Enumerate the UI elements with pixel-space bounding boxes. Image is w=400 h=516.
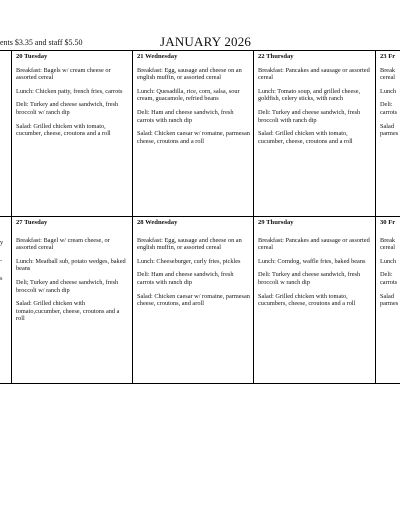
day-label: 30 Fr [380, 219, 396, 226]
deli-item: Deli: Ham and cheese sandwich, fresh carrots with ranch dip [137, 108, 234, 124]
day-label: 21 Wednesday [137, 53, 178, 60]
deli-item: Deli: carrots [380, 271, 398, 286]
salad-item: Salad: Grilled chicken with tomato, cucumber, cheese, croutons and a roll [16, 122, 111, 138]
lunch-item: Lunch: Tomato soup, and grilled cheese, goldfish, celery sticks, with ranch [258, 87, 361, 103]
salad-item: Salad: Chicken caesar w/ romaine, parmesan cheese, croutons and a roll [137, 130, 250, 145]
day-label: 29 Thursday [258, 219, 294, 226]
price-note: ents $3.35 and staff $5.50 [0, 38, 83, 47]
day-label: 22 Thursday [258, 53, 294, 60]
day-cell [376, 51, 400, 216]
day-cell [254, 51, 375, 216]
month-title: JANUARY 2026 [160, 34, 252, 49]
breakfast-item: Breakfast: Egg, sausage and cheese on an english muffin, or assorted cereal [137, 236, 242, 252]
day-cell [254, 217, 375, 383]
fragment-text: s [0, 275, 3, 282]
fragment-text: - [0, 257, 3, 264]
lunch-item: Lunch: Chicken patty, french fries, carrots [16, 87, 123, 95]
deli-item: Deli: carrots [380, 101, 398, 116]
day-label: 20 Tuesday [16, 53, 48, 60]
deli-item: Deli: Turkey and cheese sandwich, fresh broccoli w ranch dip [258, 271, 361, 286]
lunch-item: Lunch: Meatball sub, potato wedges, baked beans [16, 257, 126, 273]
lunch-item: Lunch: Quesadilla, rice, corn, salsa, sour cream, guacamole, refried beans [137, 87, 240, 103]
lunch-item: Lunch: Cheeseburger, curly fries, pickles [137, 257, 241, 265]
salad-item: Salad parmes [380, 292, 399, 308]
breakfast-item: Break cereal [380, 236, 396, 252]
day-cell-fragment [0, 223, 11, 383]
salad-item: Salad: Grilled chicken with tomato,cucumber, cheese, croutons and a roll [16, 300, 120, 323]
day-cell [12, 217, 132, 383]
lunch-item: Lunch: Corndog, waffle fries, baked beans [258, 257, 366, 265]
breakfast-item: Breakfast: Egg, sausage and cheese on an english muffin, or assorted cereal [137, 66, 242, 82]
breakfast-item: Breakfast: Pancakes and sausage or assorted cereal [258, 66, 370, 82]
fragment-text: y [0, 239, 4, 246]
day-label: 28 Wednesday [137, 219, 178, 226]
deli-item: Deli: Turkey and cheese sandwich, fresh broccoli w/ ranch dip [16, 101, 119, 116]
salad-item: Salad: Grilled chicken with tomato, cucumber, cheese, croutons and a roll [258, 130, 353, 145]
salad-item: Salad: Grilled chicken with tomato, cucumbers, cheese, croutons and a roll [258, 292, 356, 308]
breakfast-item: Breakfast: Bagels w/ cream cheese or assorted cereal [16, 66, 111, 82]
salad-item: Salad: Chicken caesar w/ romaine, parmesan cheese, croutons, and aroll [137, 292, 250, 308]
day-label: 23 Fr [380, 53, 396, 60]
day-cell [12, 51, 132, 216]
day-label: 27 Tuesday [16, 219, 48, 226]
salad-item: Salad parmes [380, 122, 399, 138]
deli-item: Deli: Ham and cheese sandwich, fresh carrots with ranch dip [137, 271, 234, 286]
breakfast-item: Breakfast: Pancakes and sausage or assorted cereal [258, 236, 370, 252]
day-cell [376, 217, 400, 383]
deli-item: Deli; Turkey and cheese sandwich, fresh broccoli w/ ranch dip [16, 278, 119, 294]
deli-item: Deli: Turkey and cheese sandwich, fresh broccoli with ranch dip [258, 108, 361, 124]
day-cell [133, 217, 253, 383]
lunch-item: Lunch [380, 87, 397, 95]
day-cell [133, 51, 253, 216]
lunch-item: Lunch [380, 257, 397, 265]
calendar-grid [0, 50, 400, 384]
breakfast-item: Breakfast: Bagel w/ cream cheese, or assorted cereal [16, 236, 110, 252]
breakfast-item: Break cereal [380, 66, 396, 82]
